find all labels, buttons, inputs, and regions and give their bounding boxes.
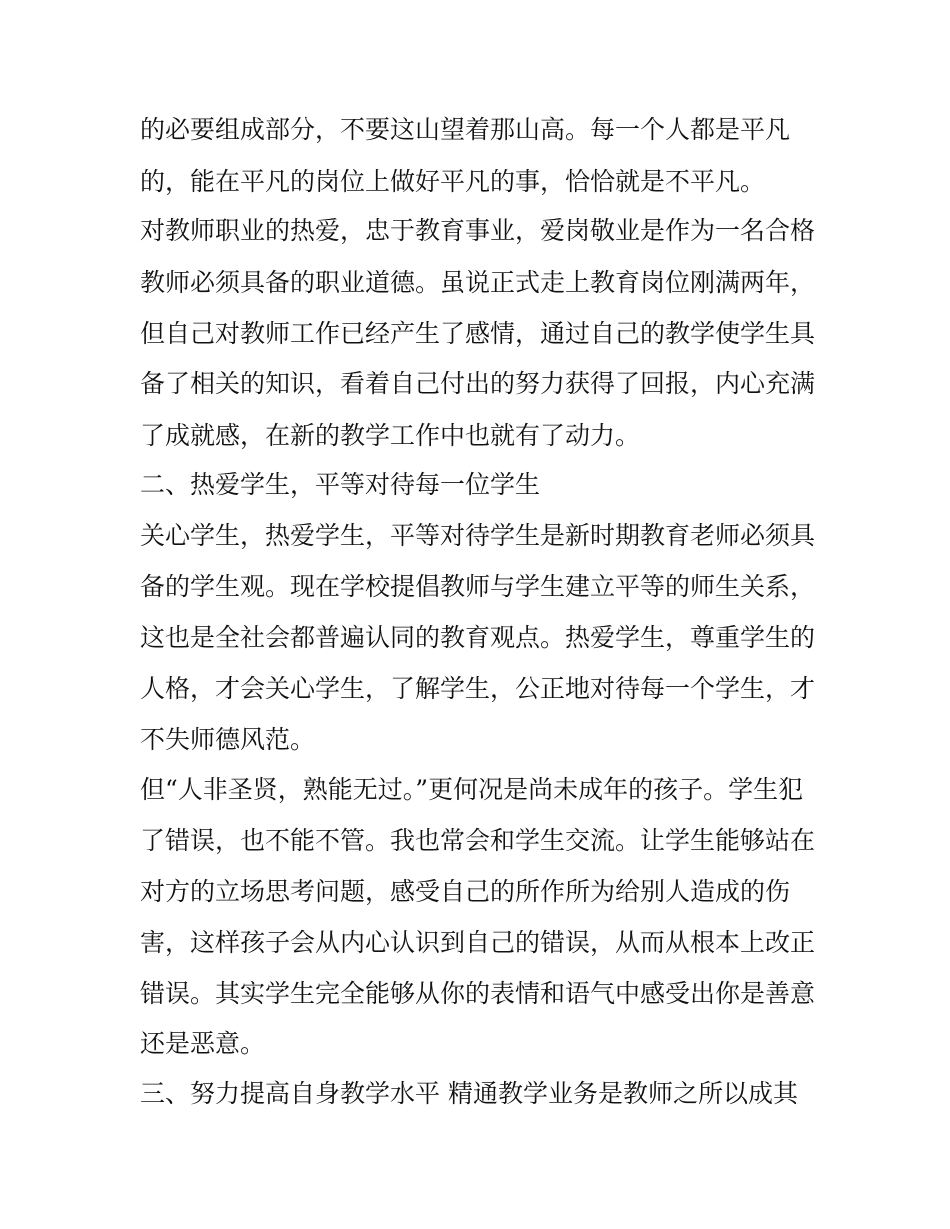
text-line: 备了相关的知识，看着自己付出的努力获得了回报，内心充满	[140, 369, 816, 398]
text-line: 还是恶意。	[140, 1029, 266, 1058]
text-line: 备的学生观。现在学校提倡教师与学生建立平等的师生关系，	[140, 572, 816, 601]
text-line: 了错误，也不能不管。我也常会和学生交流。让学生能够站在	[140, 826, 816, 855]
text-line: 错误。其实学生完全能够从你的表情和语气中感受出你是善意	[140, 979, 816, 1008]
text-line: 人格，才会关心学生，了解学生，公正地对待每一个学生，才	[140, 674, 816, 703]
text-line: 不失师德风范。	[140, 725, 316, 754]
section-heading: 二、热爱学生，平等对待每一位学生	[140, 470, 541, 499]
text-line: 但“人非圣贤，熟能无过。”更何况是尚未成年的孩子。学生犯	[140, 775, 804, 804]
text-line: 的，能在平凡的岗位上做好平凡的事，恰恰就是不平凡。	[140, 167, 766, 196]
text-line: 关心学生，热爱学生，平等对待学生是新时期教育老师必须具	[140, 521, 816, 550]
section-heading: 三、努力提高自身教学水平 精通教学业务是教师之所以成其	[140, 1079, 798, 1108]
text-line: 教师必须具备的职业道德。虽说正式走上教育岗位刚满两年，	[140, 268, 816, 297]
text-line: 的必要组成部分，不要这山望着那山高。每一个人都是平凡	[140, 115, 791, 144]
text-line: 但自己对教师工作已经产生了感情，通过自己的教学使学生具	[140, 319, 816, 348]
text-line: 对方的立场思考问题，感受自己的所作所为给别人造成的伤	[140, 877, 791, 906]
text-line: 对教师职业的热爱，忠于教育事业，爱岗敬业是作为一名合格	[140, 216, 816, 245]
text-line: 害，这样孩子会从内心认识到自己的错误，从而从根本上改正	[140, 928, 816, 957]
text-line: 了成就感，在新的教学工作中也就有了动力。	[140, 421, 641, 450]
text-line: 这也是全社会都普遍认同的教育观点。热爱学生，尊重学生的	[140, 623, 816, 652]
